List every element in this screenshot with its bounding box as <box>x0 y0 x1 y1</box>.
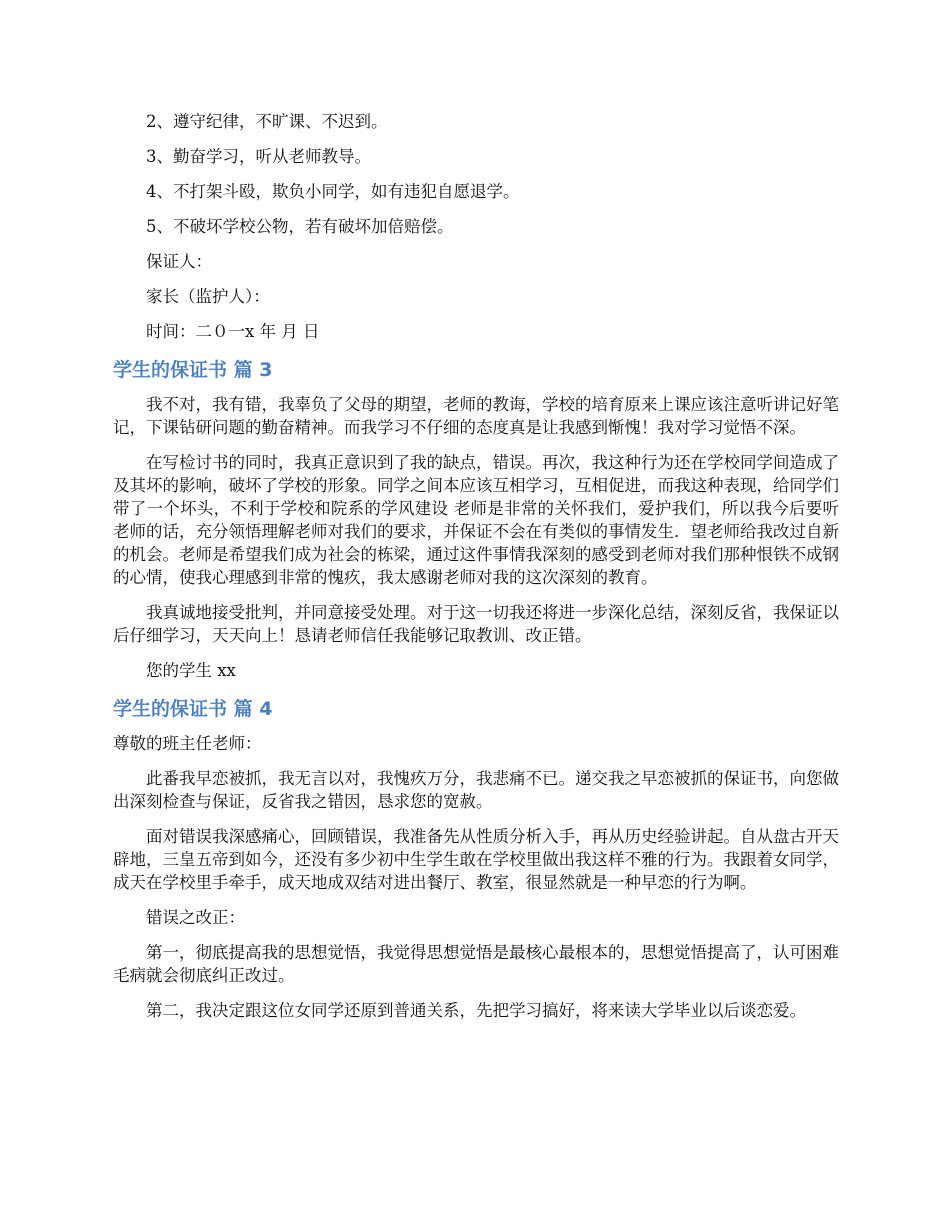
paragraph: 错误之改正： <box>146 908 245 927</box>
document-page <box>113 110 839 1034</box>
list-item: 2、遵守纪律，不旷课、不迟到。 <box>146 112 388 131</box>
paragraph: 我不对，我有错，我辜负了父母的期望，老师的教诲，学校的培育原来上课应该注意听讲记好笔记，下课钻研问题的勤奋精神。而我学习不仔细的态度真是让我感到惭愧！我对学习觉悟不深。 <box>113 395 839 437</box>
paragraph: 第一，彻底提高我的思想觉悟，我觉得思想觉悟是最核心最根本的，思想觉悟提高了，认可困难毛病就会彻底纠正改过。 <box>113 943 839 985</box>
paragraph: 此番我早恋被抓，我无言以对，我愧疚万分，我悲痛不已。递交我之早恋被抓的保证书，向您做出深刻检查与保证，反省我之错因，恳求您的宽赦。 <box>113 769 839 811</box>
guarantor-line: 保证人： <box>146 252 212 271</box>
paragraph: 面对错误我深感痛心，回顾错误，我准备先从性质分析入手，再从历史经验讲起。自从盘古开天辟地，三皇五帝到如今，还没有多少初中生学生敢在学校里做出我这样不雅的行为。我跟着女同学，成天在学校里手牵手，成天地成双结对进出餐厅、教室，很显然就是一种早恋的行为啊。 <box>113 827 839 892</box>
section-heading: 学生的保证书 篇 4 <box>113 698 273 720</box>
list-item: 4、不打架斗殴，欺负小同学，如有违犯自愿退学。 <box>146 182 520 201</box>
section-heading: 学生的保证书 篇 3 <box>113 359 273 381</box>
list-item: 3、勤奋学习，听从老师教导。 <box>146 147 371 166</box>
paragraph: 我真诚地接受批判，并同意接受处理。对于这一切我还将进一步深化总结，深刻反省，我保证以后仔细学习，天天向上！恳请老师信任我能够记取教训、改正错。 <box>113 603 839 645</box>
parent-line: 家长（监护人）： <box>146 287 270 306</box>
date-line: 时间：二０一x 年 月 日 <box>146 322 320 341</box>
paragraph: 第二，我决定跟这位女同学还原到普通关系，先把学习搞好，将来读大学毕业以后谈恋爱。 <box>146 1001 806 1020</box>
paragraph: 在写检讨书的同时，我真正意识到了我的缺点，错误。再次，我这种行为还在学校同学间造成了及其坏的影响，破坏了学校的形象。同学之间本应该互相学习，互相促进，而我这种表现，给同学们带了一个坏头，不利于学校和院系的学风建设 老师是非常的关怀我们，爱护我们，所以我今后要听老师的话，充分领悟理解老师对我们的要求，并保证不会在有类似的事情发生．望老师给我改过自新的机会。老师是希望我们成为社会的栋梁，通过这件事情我深刻的感受到老师对我们那种恨铁不成钢的心情，使我心理感到非常的愧疚，我太感谢老师对我的这次深刻的教育。 <box>113 453 839 587</box>
salutation: 尊敬的班主任老师： <box>113 734 262 753</box>
list-item: 5、不破坏学校公物，若有破坏加倍赔偿。 <box>146 217 454 236</box>
signature: 您的学生 xx <box>146 661 236 680</box>
